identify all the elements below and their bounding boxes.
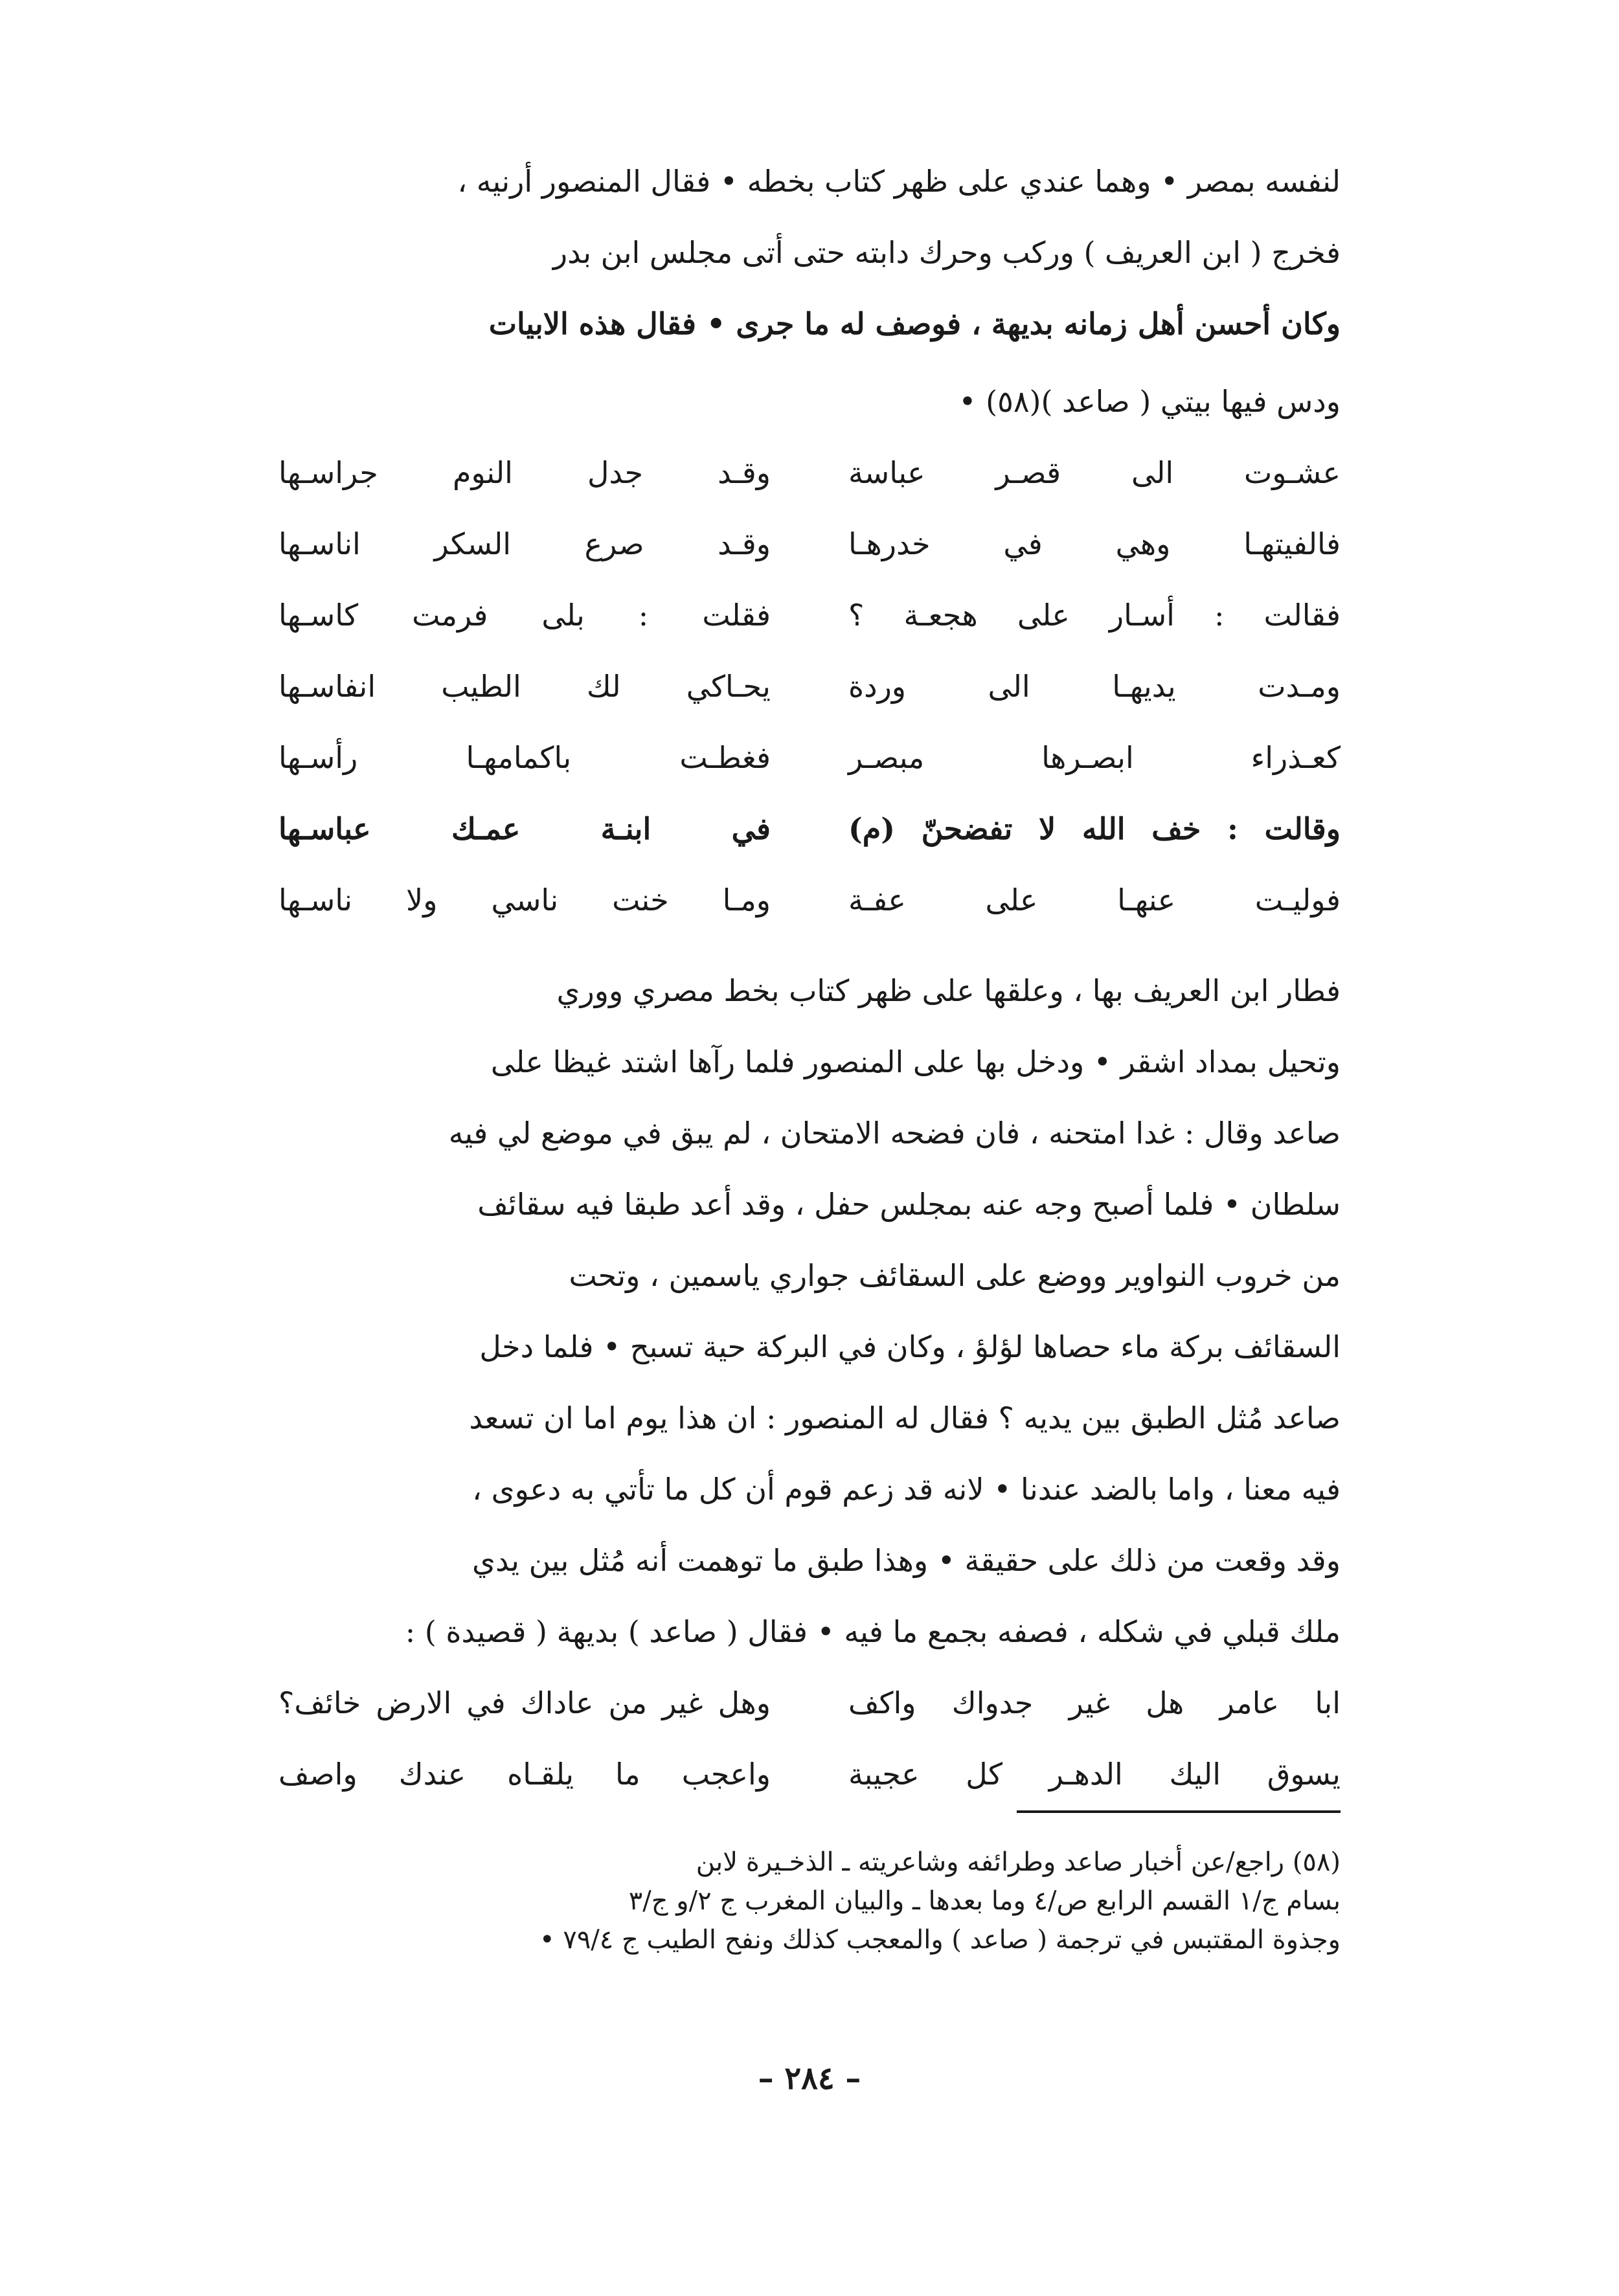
- verse-second-hemistich: وقـد صرع السكر اناسـها: [278, 526, 771, 561]
- verse-row: [278, 881, 1341, 919]
- prose-line: فخرج ( ابن العريف ) وركب وحرك دابته حتى أتى مجلس ابن بدر: [552, 235, 1341, 270]
- prose-line: سلطان • فلما أصبح وجه عنه بمجلس حفل ، وقد أعد طبقا فيه سقائف: [477, 1187, 1341, 1222]
- verse-second-hemistich: فقلت : بلى فرمت كاسـها: [278, 598, 771, 633]
- verse-row: [278, 453, 1341, 492]
- verse-first-hemistich: كعـذراء ابصـرها مبصـر: [848, 740, 1341, 775]
- verse-first-hemistich: فوليـت عنهـا على عفـة: [848, 883, 1341, 917]
- verse-row: [278, 809, 1341, 848]
- verse-first-hemistich: عشـوت الى قصـر عباسة: [848, 455, 1341, 490]
- verse-row: [278, 667, 1341, 706]
- verse-second-hemistich: وقـد جدل النوم جراسـها: [278, 455, 771, 490]
- verse-row: [278, 1683, 1341, 1722]
- verse-second-hemistich: ومـا خنت ناسي ولا ناسـها: [278, 883, 771, 917]
- verse-first-hemistich: وقالت : خف الله لا تفضحنّ (م): [848, 811, 1341, 846]
- verse-second-hemistich: في ابنـة عمـك عباسـها: [278, 811, 771, 846]
- verse-first-hemistich: يسوق اليك الدهـر كل عجيبة: [848, 1757, 1341, 1792]
- prose-line: فيه معنا ، واما بالضد عندنا • لانه قد زعم قوم أن كل ما تأتي به دعوى ،: [472, 1472, 1341, 1507]
- prose-line: ملك قبلي في شكله ، فصفه بجمع ما فيه • فقال ( صاعد ) بديهة ( قصيدة ) :: [405, 1614, 1341, 1649]
- verse-row: [278, 524, 1341, 563]
- footnote-line: (٥٨) راجع/عن أخبار صاعد وطرائفه وشاعريته ـ الذخـيرة لابن: [696, 1847, 1341, 1877]
- prose-line: من خروب النواوير ووضع على السقائف جواري ياسمين ، وتحت: [569, 1258, 1341, 1293]
- verse-second-hemistich: وهل غير من عاداك في الارض خائف؟: [278, 1685, 771, 1720]
- footnote-separator: [1017, 1810, 1341, 1813]
- page-number: – ٢٨٤ –: [758, 2060, 861, 2097]
- book-page: [278, 162, 1341, 2169]
- prose-line: لنفسه بمصر • وهما عندي على ظهر كتاب بخطه • فقال المنصور أرنيه ،: [457, 164, 1341, 199]
- verse-second-hemistich: واعجب ما يلقـاه عندك واصف: [278, 1757, 771, 1792]
- prose-line: فطار ابن العريف بها ، وعلقها على ظهر كتاب بخط مصري ووري: [556, 973, 1341, 1008]
- verse-second-hemistich: فغطـت باكمامهـا رأسـها: [278, 740, 771, 775]
- prose-line: وكان أحسن أهل زمانه بديهة ، فوصف له ما جرى • فقال هذه الابيات: [488, 306, 1341, 341]
- prose-line: السقائف بركة ماء حصاها لؤلؤ ، وكان في البركة حية تسبح • فلما دخل: [479, 1329, 1341, 1364]
- verse-row: [278, 596, 1341, 635]
- prose-line: وقد وقعت من ذلك على حقيقة • وهذا طبق ما توهمت أنه مُثل بين يدي: [472, 1543, 1341, 1578]
- prose-line: وتحيل بمداد اشقر • ودخل بها على المنصور فلما رآها اشتد غيظا على: [490, 1044, 1341, 1079]
- footnote-line: وجذوة المقتبس في ترجمة ( صاعد ) والمعجب كذلك ونفح الطيب ج ٧٩/٤ •: [539, 1925, 1341, 1955]
- verse-first-hemistich: ابا عامر هل غير جدواك واكف: [848, 1685, 1341, 1720]
- verse-first-hemistich: فقالت : أسـار على هجعـة ؟: [848, 598, 1341, 633]
- verse-second-hemistich: يحـاكي لك الطيب انفاسـها: [278, 669, 771, 704]
- verse-first-hemistich: ومـدت يديهـا الى وردة: [848, 669, 1341, 704]
- prose-line: ودس فيها بيتي ( صاعد )(٥٨) •: [958, 384, 1341, 419]
- verse-first-hemistich: فالفيتهـا وهي في خدرهـا: [848, 526, 1341, 561]
- footnote-line: بسام ج/١ القسم الرابع ص/٤ وما بعدها ـ والبيان المغرب ج ٢/و ج/٣: [628, 1886, 1341, 1916]
- prose-line: صاعد وقال : غدا امتحنه ، فان فضحه الامتحان ، لم يبق في موضع لي فيه: [448, 1116, 1341, 1151]
- verse-row: [278, 738, 1341, 777]
- prose-line: صاعد مُثل الطبق بين يديه ؟ فقال له المنصور : ان هذا يوم اما ان تسعد: [469, 1401, 1341, 1435]
- verse-row: [278, 1755, 1341, 1794]
